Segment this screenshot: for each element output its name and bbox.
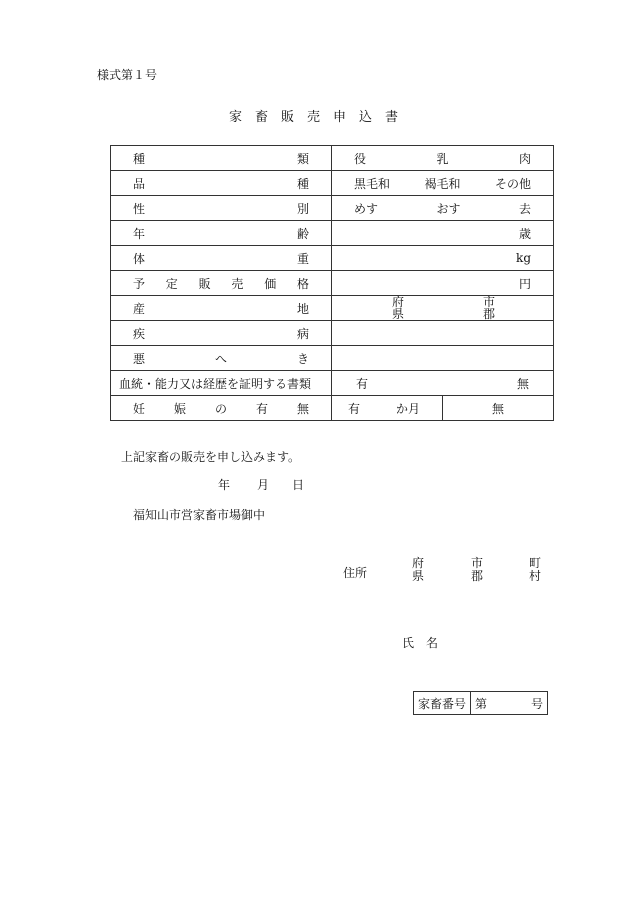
form-number: 様式第１号 (97, 68, 158, 82)
row-label: 疾 (133, 326, 146, 341)
application-table (110, 145, 554, 421)
row-label: 品 (133, 176, 146, 191)
sex-options-cell[interactable]: めす おす 去 (332, 196, 554, 221)
row-label: 妊 (133, 401, 146, 416)
bad-habit-field[interactable] (332, 346, 554, 371)
table-row-type: 種 類 役 乳 肉 (111, 146, 554, 171)
age-field[interactable]: 歳 (332, 221, 554, 246)
row-label: 性 (133, 201, 146, 216)
livestock-number-box (413, 691, 548, 715)
document-title: 家畜販売申込書 (228, 110, 411, 125)
livestock-number-field[interactable]: 第 号 (471, 692, 548, 715)
weight-field[interactable]: kg (332, 246, 554, 271)
table-row-disease: 疾 病 (111, 321, 554, 346)
table-row-weight: 体 重 kg (111, 246, 554, 271)
documents-options-cell[interactable]: 有 無 (332, 371, 554, 396)
table-row-origin: 産 地 府 県 市 郡 (111, 296, 554, 321)
table-row-bad-habit: 悪 へ き (111, 346, 554, 371)
type-options-cell[interactable]: 役 乳 肉 (332, 146, 554, 171)
livestock-number-label: 家畜番号 (414, 692, 471, 715)
row-label: 血統・能力又は経歴を証明する書類 (119, 376, 312, 391)
addressee: 福知山市営家畜市場御中 (133, 508, 266, 522)
name-label: 氏名 (402, 636, 451, 650)
table-row-breed: 品 種 黒毛和 褐毛和 その他 (111, 171, 554, 196)
row-label: 年 (133, 226, 146, 241)
breed-options-cell[interactable]: 黒毛和 褐毛和 その他 (332, 171, 554, 196)
origin-field[interactable]: 府 県 市 郡 (332, 296, 554, 321)
pregnancy-cell[interactable]: 有 か月 無 (332, 396, 554, 421)
price-field[interactable]: 円 (332, 271, 554, 296)
application-statement: 上記家畜の販売を申し込みます。 (121, 450, 301, 464)
table-row-sex: 性 別 めす おす 去 (111, 196, 554, 221)
row-label: 産 (133, 301, 146, 316)
table-row-pregnancy: 妊 娠 の 有 無 有 か月 無 (111, 396, 554, 421)
row-label: 体 (133, 251, 146, 266)
table-row-age: 年 齢 歳 (111, 221, 554, 246)
table-row-documents (111, 371, 554, 396)
row-label: 種 (133, 151, 146, 166)
row-label: 悪 (133, 351, 146, 366)
table-row-price: 予 定 販 売 価 格 円 (111, 271, 554, 296)
disease-field[interactable] (332, 321, 554, 346)
row-label: 予 (133, 276, 146, 291)
address-label: 住所 (343, 566, 368, 580)
